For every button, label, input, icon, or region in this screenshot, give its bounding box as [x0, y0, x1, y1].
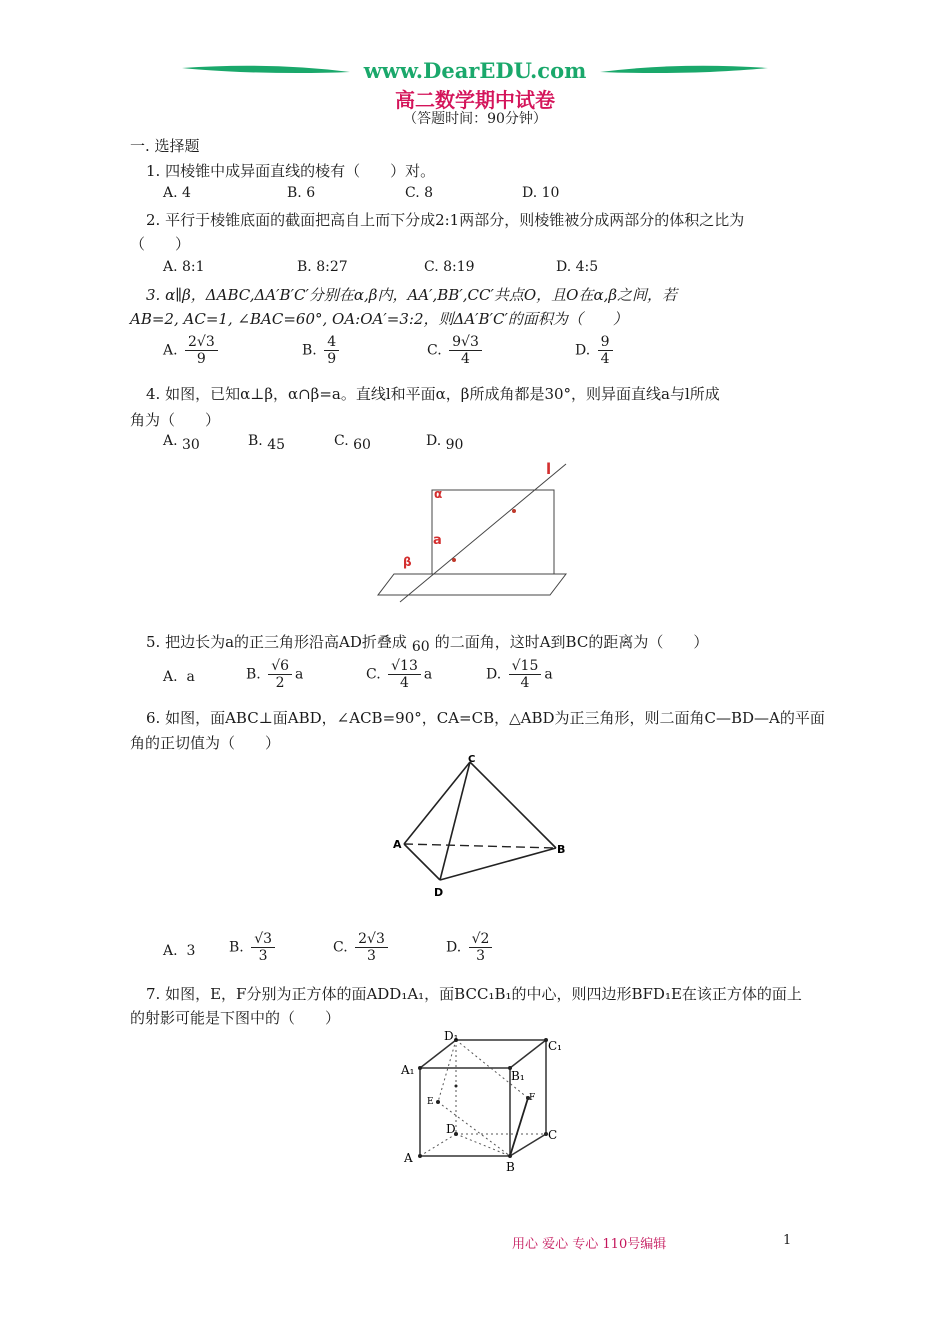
fraction-numerator: √13 — [388, 658, 421, 675]
label-E: E — [427, 1097, 434, 1107]
q4-option-a — [163, 433, 200, 453]
q4-option-d-value: 90 — [445, 437, 464, 453]
label-l: l — [546, 460, 552, 478]
q4-option-c-label: C. — [334, 433, 349, 449]
banner-left-swoosh — [182, 66, 350, 73]
q5-option-a-value: a — [186, 669, 195, 685]
q6-line2: 角的正切值为（ ） — [130, 734, 281, 752]
label-C: C — [548, 1128, 558, 1142]
fraction-numerator: √3 — [251, 931, 275, 948]
q5-option-c-fraction — [388, 658, 421, 691]
q5-text-after: 的二面角，这时A到BC的距离为（ ） — [434, 633, 709, 651]
fraction-numerator: √6 — [268, 658, 292, 675]
q4-option-a-value: 30 — [182, 437, 200, 453]
q6-option-c — [333, 931, 391, 964]
plane-alpha — [432, 490, 554, 574]
q5-option-c — [366, 658, 432, 691]
fraction-numerator: √15 — [509, 658, 542, 675]
q6-option-a-label: A. — [163, 943, 178, 959]
footer-text: 用心 爱心 专心 110号编辑 — [512, 1237, 667, 1252]
q4-figure — [370, 458, 590, 608]
page-subtitle: （答题时间：90分钟） — [403, 111, 547, 127]
page-title: 高二数学期中试卷 — [395, 88, 555, 112]
label-C1: C₁ — [548, 1039, 562, 1053]
edge-CB — [470, 762, 556, 848]
fraction-denominator: 9 — [327, 351, 337, 368]
q3-option-c-label: C. — [427, 342, 442, 359]
q3-option-b-fraction — [324, 334, 339, 367]
q1-text: 1. 四棱锥中成异面直线的棱有（ ）对。 — [146, 162, 436, 180]
section-heading: 一. 选择题 — [130, 137, 200, 155]
label-F: F — [529, 1093, 536, 1103]
q6-figure — [388, 750, 578, 902]
q4-option-c — [334, 433, 371, 453]
fraction-denominator: 9 — [196, 351, 206, 368]
edge-B1C1 — [510, 1040, 546, 1068]
label-D: D — [446, 1122, 456, 1136]
fraction-denominator: 4 — [600, 351, 610, 368]
fraction-denominator: 2 — [275, 675, 285, 692]
point-A1 — [418, 1066, 422, 1070]
q5-option-d — [486, 658, 553, 691]
fraction-numerator: 9 — [598, 334, 613, 351]
q4-line1: 4. 如图，已知α⊥β，α∩β=a。直线l和平面α，β所成角都是30°，则异面直线a与l所成 — [146, 385, 720, 403]
edge-D1E — [438, 1040, 456, 1102]
q3-option-b — [302, 334, 342, 367]
q3-option-b-label: B. — [302, 342, 317, 359]
q5-option-d-fraction — [509, 658, 542, 691]
point-on-alpha — [512, 509, 516, 513]
fraction-numerator: 4 — [324, 334, 339, 351]
q6-option-b-label: B. — [229, 939, 244, 956]
edge-DB — [440, 848, 556, 880]
q4-option-b-label: B. — [248, 433, 263, 449]
q6-option-d-label: D. — [446, 939, 462, 956]
q6-option-a — [163, 943, 195, 959]
label-A: A — [404, 1151, 413, 1165]
fraction-numerator: √2 — [469, 931, 493, 948]
q3-line2: AB=2, AC=1, ∠BAC=60°, OA:OA′=3:2，则ΔA′B′C′的面积为（ ） — [130, 310, 628, 328]
edge-AD-hidden — [420, 1134, 456, 1156]
q6-option-d-fraction — [469, 931, 493, 964]
q6-option-b-fraction — [251, 931, 275, 964]
q3-option-a-fraction — [185, 334, 218, 367]
q1-option-d: D. 10 — [522, 185, 560, 201]
q1-option-c: C. 8 — [405, 185, 434, 201]
fraction-denominator: 3 — [476, 948, 486, 965]
fraction-denominator: 3 — [258, 948, 268, 965]
label-B: B — [557, 843, 566, 856]
fraction-denominator: 4 — [461, 351, 470, 368]
q5-option-c-label: C. — [366, 666, 381, 683]
q1-option-a: A. 4 — [163, 185, 191, 201]
site-url: www.DearEDU.com — [363, 58, 587, 83]
q6-option-c-fraction — [355, 931, 388, 964]
cube-front-face — [420, 1068, 510, 1156]
q3-option-d — [575, 334, 616, 367]
fraction-numerator: 9√3 — [449, 334, 482, 351]
edge-AD — [404, 844, 440, 880]
edge-AB-hidden — [404, 844, 556, 848]
plane-beta — [378, 574, 566, 595]
q2-line1: 2. 平行于棱锥底面的截面把高自上而下分成2:1两部分，则棱锥被分成两部分的体积之比为 — [146, 211, 745, 229]
q5-option-b — [246, 658, 303, 691]
q3-option-c — [427, 334, 485, 367]
fraction-denominator: 4 — [400, 675, 409, 692]
q6-option-c-label: C. — [333, 939, 348, 956]
q4-option-b — [248, 433, 286, 453]
point-A — [418, 1154, 422, 1158]
q2-option-c: C. 8:19 — [424, 259, 475, 275]
page-number: 1 — [783, 1233, 792, 1248]
q3-option-a-label: A. — [163, 342, 178, 359]
q4-option-b-value: 45 — [267, 437, 286, 453]
banner-right-swoosh — [600, 66, 768, 73]
q2-option-b: B. 8:27 — [297, 259, 348, 275]
q1-option-b: B. 6 — [287, 185, 316, 201]
q6-option-b — [229, 931, 278, 964]
point-E — [436, 1100, 440, 1104]
label-A1: A₁ — [401, 1063, 415, 1077]
q2-option-a: A. 8:1 — [163, 259, 205, 275]
q2-line2: （ ） — [130, 235, 191, 253]
q6-option-a-value: 3 — [186, 943, 196, 959]
q4-option-a-label: A. — [163, 433, 178, 449]
point-B — [508, 1154, 512, 1158]
q7-line2: 的射影可能是下图中的（ ） — [130, 1009, 341, 1027]
label-alpha: α — [434, 487, 443, 501]
q4-option-c-value: 60 — [353, 437, 371, 453]
q7-line1: 7. 如图，E，F分别为正方体的面ADD₁A₁，面BCC₁B₁的中心，则四边形BFD₁E在该正方体的面上 — [146, 985, 802, 1003]
q5-option-a — [163, 669, 195, 685]
fraction-denominator: 3 — [367, 948, 376, 965]
edge-A1D1 — [420, 1040, 456, 1068]
q5-angle: 60 — [411, 639, 430, 655]
q5-option-b-label: B. — [246, 666, 261, 683]
label-A: A — [393, 838, 402, 851]
label-a: a — [433, 533, 442, 548]
point-on-beta — [452, 558, 456, 562]
q2-option-d: D. 4:5 — [556, 259, 599, 275]
q3-option-c-fraction — [449, 334, 482, 367]
line-l — [400, 464, 566, 602]
edge-DB-hidden — [456, 1134, 510, 1156]
q5-option-a-label: A. — [163, 669, 178, 685]
label-D: D — [434, 886, 444, 899]
label-D1: D₁ — [444, 1030, 459, 1043]
q5-option-d-label: D. — [486, 666, 502, 683]
label-C: C — [468, 754, 476, 765]
q5-option-d-suffix: a — [544, 666, 553, 683]
fraction-numerator: 2√3 — [355, 931, 388, 948]
q5-option-c-suffix: a — [423, 666, 433, 683]
q4-line2: 角为（ ） — [130, 411, 221, 429]
q5-text — [146, 631, 709, 655]
label-beta: β — [403, 555, 412, 569]
fraction-denominator: 4 — [520, 675, 530, 692]
q7-cube-figure — [398, 1030, 578, 1178]
q5-text-before: 5. 把边长为a的正三角形沿高AD折叠成 — [146, 633, 407, 651]
q6-option-d — [446, 931, 495, 964]
q3-option-a — [163, 334, 221, 367]
point-mid — [455, 1085, 458, 1088]
q3-line1: 3. α∥β，ΔABC,ΔA′B′C′分别在α,β内，AA′,BB′,CC′共点O，且O在α,β之间，若 — [146, 286, 678, 304]
q6-line1: 6. 如图，面ABC⊥面ABD，∠ACB=90°，CA=CB，△ABD为正三角形，则二面角C—BD—A的平面 — [146, 709, 825, 727]
q5-option-b-suffix: a — [295, 666, 304, 683]
fraction-numerator: 2√3 — [185, 334, 218, 351]
q4-option-d — [426, 433, 464, 453]
label-B1: B₁ — [511, 1069, 525, 1083]
q4-option-d-label: D. — [426, 433, 442, 449]
label-B: B — [506, 1160, 515, 1174]
q3-option-d-fraction — [598, 334, 613, 367]
q3-option-d-label: D. — [575, 342, 591, 359]
q5-option-b-fraction — [268, 658, 292, 691]
